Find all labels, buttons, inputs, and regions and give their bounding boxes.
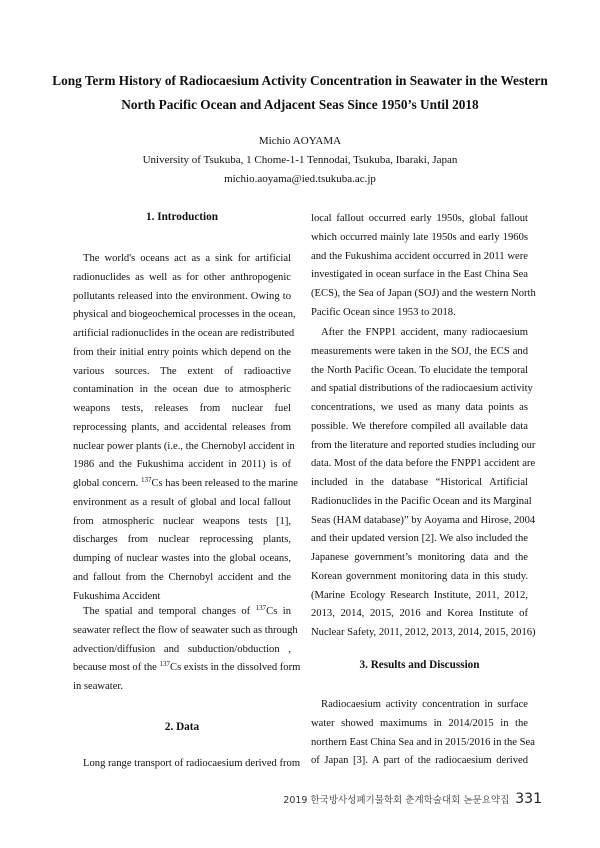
heading-results: 3. Results and Discussion: [359, 659, 480, 671]
right-line-a-3: and the Fukushima accident occurred in 2011 were: [311, 250, 528, 262]
data-paragraph: [73, 755, 301, 774]
intro-line-9: weapons tests, releases from nuclear fuel: [73, 403, 291, 414]
right-line-b-11: Seas (HAM database)” by Aoyama and Hirose, 2004: [311, 514, 536, 526]
results-line-4: of Japan [3]. A part of the radiocaesium derived: [311, 755, 528, 767]
right-line-b-4: and spatial distributions of the radiocaesium activity: [311, 383, 533, 395]
heading-introduction: 1. Introduction: [146, 211, 218, 223]
right-line-a-4: investigated in ocean surface in the East China Sea: [311, 269, 528, 281]
intro-paragraph-2: [73, 603, 301, 697]
results-line-1: Radiocaesium activity concentration in surface: [321, 699, 528, 710]
results-line-2: water showed maximums in 2014/2015 in the: [311, 717, 528, 729]
right-line-b-16: 2013, 2014, 2015, 2016 and Korea Institute of: [311, 608, 528, 620]
right-line-b-9: included in the database “Historical Artificial: [311, 477, 528, 488]
para2-line-5: in seawater.: [73, 681, 124, 692]
heading-data: 2. Data: [164, 721, 200, 733]
para2-line-2: advection/diffusion and subduction/obduction ,: [73, 643, 291, 655]
right-line-a-1: local fallout occurred early 1950s, global fallout: [311, 213, 528, 224]
author-name: Michio AOYAMA: [258, 135, 342, 147]
intro-line-11: nuclear power plants (i.e., the Chernobyl accident in: [73, 440, 295, 452]
intro-line-b-1: environment as a result of global and local fallout: [73, 496, 291, 508]
right-line-b-5: concentrations, we used as many data points as: [311, 402, 528, 413]
right-line-b-7: from the literature and reported studies including our: [311, 439, 536, 451]
para2-line-1: The spatial and temporal changes of $^{137}$Cs in: [83, 604, 292, 617]
data-paragraph-2: [311, 324, 536, 643]
intro-line-3: pollutants released into the environment. Owing to: [73, 290, 291, 302]
data-line-1: Long range transport of radiocaesium derived from: [83, 758, 301, 769]
intro-line-b-3: discharges from nuclear reprocessing plants,: [73, 534, 291, 546]
intro-line-1: The world's oceans act as a sink for artificial: [83, 253, 291, 264]
right-line-a-5: (ECS), the Sea of Japan (SOJ) and the western North: [311, 288, 536, 299]
right-line-b-10: Radionuclides in the Pacific Ocean and its Marginal: [311, 495, 532, 507]
right-line-b-1: After the FNPP1 accident, many radiocaesium: [321, 327, 528, 338]
intro-line-8: contamination in the ocean due to atmospheric: [73, 384, 291, 396]
intro-line-6: from their initial entry points which depend on the: [73, 346, 291, 358]
intro-line-2: radionuclides as well as for other anthropogenic: [73, 271, 291, 283]
affiliation: University of Tsukuba, 1 Chome-1-1 Tennodai, Tsukuba, Ibaraki, Japan: [142, 154, 458, 166]
footer-text: 2019 한국방사성폐기물학회 춘계학술대회 논문요약집: [283, 795, 510, 806]
right-line-b-13: Japanese government’s monitoring data and the: [311, 552, 528, 563]
intro-line-5: artificial radionuclides in the ocean are redistributed: [73, 328, 295, 339]
page-number: 331: [515, 791, 542, 807]
right-line-b-12: and their updated version [2]. We also included the: [311, 533, 528, 545]
intro-line-b-6: Fukushima Accident: [73, 590, 161, 602]
paper-title-line-1: Long Term History of Radiocaesium Activity Concentration in Seawater in the Western: [52, 73, 548, 88]
intro-line-b-2: from atmospheric nuclear weapons tests [1],: [73, 515, 291, 527]
para2-line-4: because most of the $^{137}$Cs exists in the dissolved form: [73, 660, 301, 674]
right-line-b-3: the North Pacific Ocean. To elucidate the temporal: [311, 364, 528, 376]
right-line-a-2: which occurred mainly late 1950s and early 1960s: [311, 231, 528, 243]
right-line-a-6: Pacific Ocean since 1953 to 2018.: [311, 306, 456, 318]
right-line-b-8: data. Most of the data before the FNPP1 accident are: [311, 458, 536, 470]
intro-line-b-5: and fallout from the Chernobyl accident and the: [73, 571, 291, 583]
author-email: michio.aoyama@ied.tsukuba.ac.jp: [224, 173, 376, 185]
intro-line-10: reprocessing plants, and accidental releases from: [73, 421, 291, 433]
intro-paragraph-1: [73, 250, 298, 606]
results-paragraph: [311, 696, 535, 771]
right-line-b-14: Korean government monitoring data in this study.: [311, 570, 528, 582]
intro-line-13: global concern. $^{137}$Cs has been released to the marine: [73, 476, 298, 489]
intro-line-4: physical and biogeochemical processes in the ocean,: [73, 309, 296, 321]
right-line-b-17: Nuclear Safety, 2011, 2012, 2013, 2014, 2015, 2016): [311, 627, 536, 638]
para2-line-1: seawater reflect the flow of seawater such as through: [73, 624, 298, 636]
right-line-b-2: measurements were taken in the SOJ, the ECS and: [311, 345, 528, 357]
results-line-3: northern East China Sea and in 2015/2016 in the Sea: [311, 736, 535, 748]
page-footer: [283, 791, 542, 807]
intro-line-b-4: dumping of nuclear wastes into the global oceans,: [73, 553, 291, 564]
intro-line-12: 1986 and the Fukushima accident in 2011) is of: [73, 459, 291, 471]
intro-line-7: various sources. The extent of radioactive: [73, 365, 291, 377]
right-line-b-6: possible. We therefore compiled all available data: [311, 420, 528, 432]
paper-title-line-2: North Pacific Ocean and Adjacent Seas Since 1950’s Until 2018: [121, 97, 479, 112]
data-paragraph-continued: [311, 210, 536, 323]
right-line-b-15: (Marine Ecology Research Institute, 2011, 2012,: [311, 589, 528, 601]
